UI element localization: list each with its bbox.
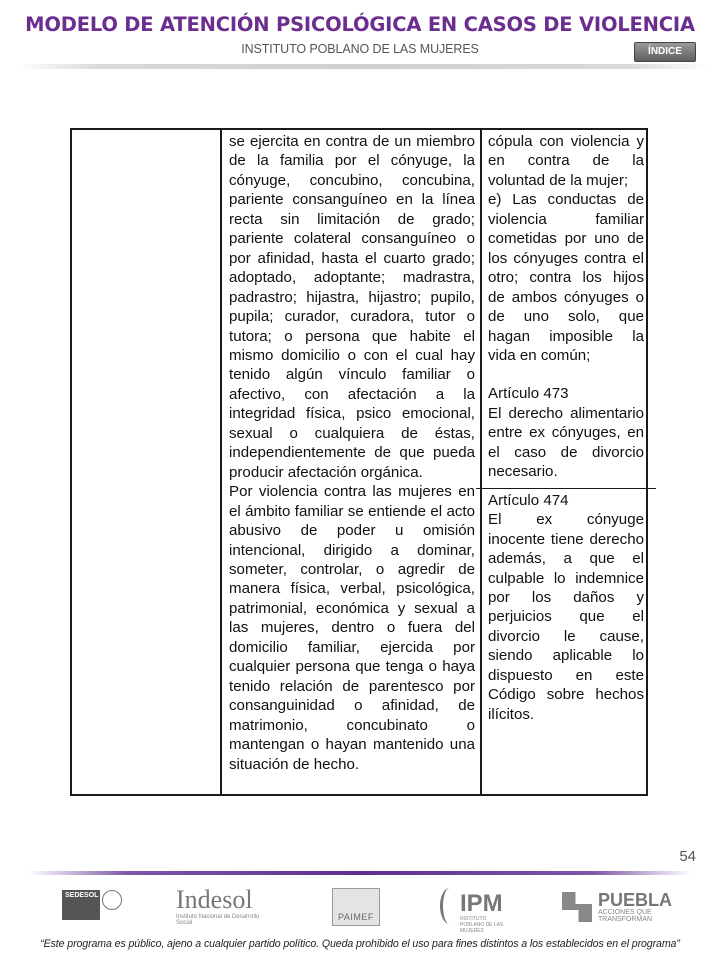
article-474-title: Artículo 474 (488, 491, 569, 509)
program-disclaimer: “Este programa es público, ajeno a cualquier partido político. Queda prohibido el uso para fines distintos a los establecidos en el programa” (40, 938, 680, 950)
sedesol-logo (62, 886, 122, 928)
page-number: 54 (679, 848, 696, 865)
indesol-tagline: Instituto Nacional de Desarrollo Social (176, 914, 260, 926)
ipm-tagline: INSTITUTO POBLANO DE LAS MUJERES (460, 916, 504, 934)
spacer (488, 365, 644, 384)
ipm-logo (440, 886, 510, 934)
article-separator (476, 488, 656, 489)
indesol-logo (176, 886, 272, 928)
legal-text-table (70, 128, 648, 796)
right-column (488, 132, 644, 724)
puebla-wordmark: PUEBLA (598, 890, 673, 910)
puebla-logo (562, 886, 673, 928)
header-divider (18, 64, 708, 69)
item-e-text: e) Las conductas de violencia familiar cometidas por uno de los cónyuges contra el otro; contra los hijos de ambos cónyuges o de uno solo, que hagan imposible la vida en común; (488, 191, 644, 364)
sponsor-logos (0, 885, 720, 934)
footer-divider (28, 871, 692, 875)
indesol-wordmark: Indesol (176, 885, 253, 914)
puebla-tagline: ACCIONES QUE TRANSFORMAN (598, 909, 653, 923)
column-divider-1 (220, 130, 222, 794)
middle-column (229, 132, 475, 774)
puebla-emblem-icon (562, 892, 592, 922)
national-emblem-icon (102, 890, 122, 910)
article-474-text: El ex cónyuge inocente tiene derecho además, a que el culpable lo indemnice por los daños y perjuicios que el divorcio le cause, siendo aplicable lo dispuesto en este Código sobre hechos ilícitos. (488, 511, 644, 723)
document-title: MODELO DE ATENCIÓN PSICOLÓGICA EN CASOS DE VIOLENCIA (25, 13, 695, 36)
column-divider-2 (480, 130, 482, 794)
article-473-title: Artículo 473 (488, 385, 569, 403)
paimef-wordmark: PAIMEF (338, 912, 374, 922)
right-intro-text: cópula con violencia y en contra de la voluntad de la mujer; (488, 133, 644, 189)
woman-silhouette-icon (440, 888, 459, 924)
ipm-wordmark: IPM (460, 890, 503, 917)
sedesol-wordmark: SEDESOL (62, 890, 100, 920)
institution-subtitle: INSTITUTO POBLANO DE LAS MUJERES (241, 42, 479, 56)
middle-paragraph-1: se ejercita en contra de un miembro de la familia por el cónyuge, la cónyuge, concubino, concubina, pariente consanguíneo en la línea recta sin limitación de grado; pariente colateral consanguíneo o por afinidad, hasta el cuarto grado; adoptado, adoptante; madrastra, padrastro; hijastra, hijastro; pupilo, pupila; curador, curadora, tutor o tutora; o persona que habite el mismo domicilio o con el cual hay tenido algún vínculo familiar o afectivo, con afectación a la integridad física, psico emocional, sexual o cualquiera de éstas, independientemente de que pueda producir afectación orgánica. (229, 133, 475, 481)
middle-paragraph-2: Por violencia contra las mujeres en el ámbito familiar se entiende el acto abusivo de poder u omisión intencional, dirigido a dominar, someter, controlar, o agredir de manera física, verbal, psicológica, patrimonial, económica y sexual a las mujeres, dentro o fuera del domicilio familiar, ejercida por cualquier persona que tenga o haya tenido relación de parentesco por consanguinidad o afinidad, de matrimonio, concubinato o mantengan o hayan mantenido una situación de hecho. (229, 483, 475, 773)
index-button[interactable]: ÍNDICE (634, 42, 696, 62)
article-473-text: El derecho alimentario entre ex cónyuges, en el caso de divorcio necesario. (488, 404, 644, 481)
paimef-logo (332, 886, 380, 928)
